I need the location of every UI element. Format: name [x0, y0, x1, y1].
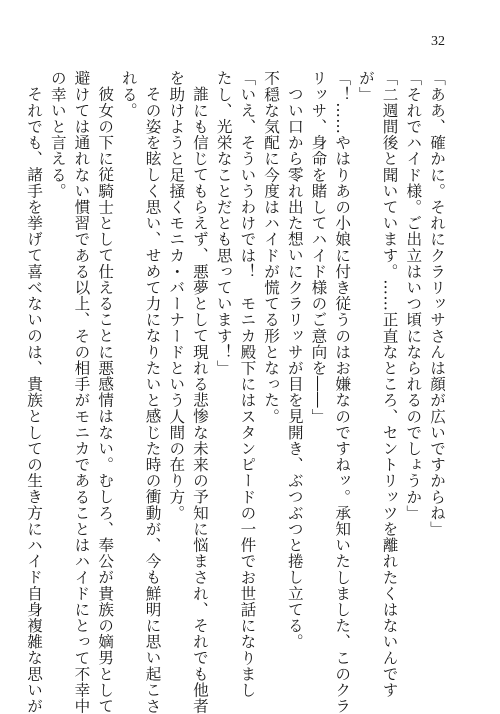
text-line: 「！……やはりあの小娘に付き従うのはお嫌なのですねッ。承知いたしました、このクラ — [333, 70, 352, 714]
text-line: 「二週間後と聞いています。……正直なところ、セントリッツを離れたくはないんです — [380, 70, 399, 698]
page-number: 32 — [431, 34, 445, 49]
text-line: の幸いと言える。 — [48, 70, 67, 199]
text-line: 「いえ、そういうわけでは！ モニカ殿下にはスタンピードの一件でお世話になりまし — [238, 70, 257, 698]
text-line: 彼女の下に従騎士として仕えることに悪感情はない。むしろ、奉公が貴族の嫡男として — [96, 85, 115, 714]
vertical-text-body — [21, 70, 448, 714]
text-line: たし、光栄なことだとも思っています！」 — [214, 70, 233, 376]
text-line: が」 — [356, 70, 375, 103]
text-line: その姿を眩しく思い、せめて力になりたいと感じた時の衝動が、今も鮮明に思い起こさ — [143, 85, 162, 714]
text-line: それでも、諸手を挙げて喜べないのは、貴族としての生き方にハイド自身複雑な思いが — [25, 85, 44, 714]
text-line: 「ああ、確かに。それにクラリッサさんは顔が広いですからね」 — [428, 70, 446, 537]
text-line: 不穏な気配に今度はハイドが慌てる形となった。 — [262, 70, 281, 425]
text-line: 「それでハイド様。ご出立はいつ頃になられるのでしょうか」 — [404, 70, 423, 521]
text-line: 避けては通れない慣習である以上、その相手がモニカであることはハイドにとって不幸中 — [72, 70, 91, 714]
text-line: れる。 — [119, 70, 138, 119]
text-line: リッサ、身命を賭してハイド様のご意向を――」 — [309, 70, 328, 425]
text-line: つい口から零れ出た想いにクラリッサが目を見開き、ぶつぶつと捲し立てる。 — [285, 85, 304, 650]
text-line: 誰にも信じてもらえず、悪夢として現れる悲惨な未来の予知に悩まされ、それでも他者 — [190, 85, 209, 714]
text-line: を助けようと足掻くモニカ・バーナードという人間の在り方。 — [167, 70, 186, 521]
